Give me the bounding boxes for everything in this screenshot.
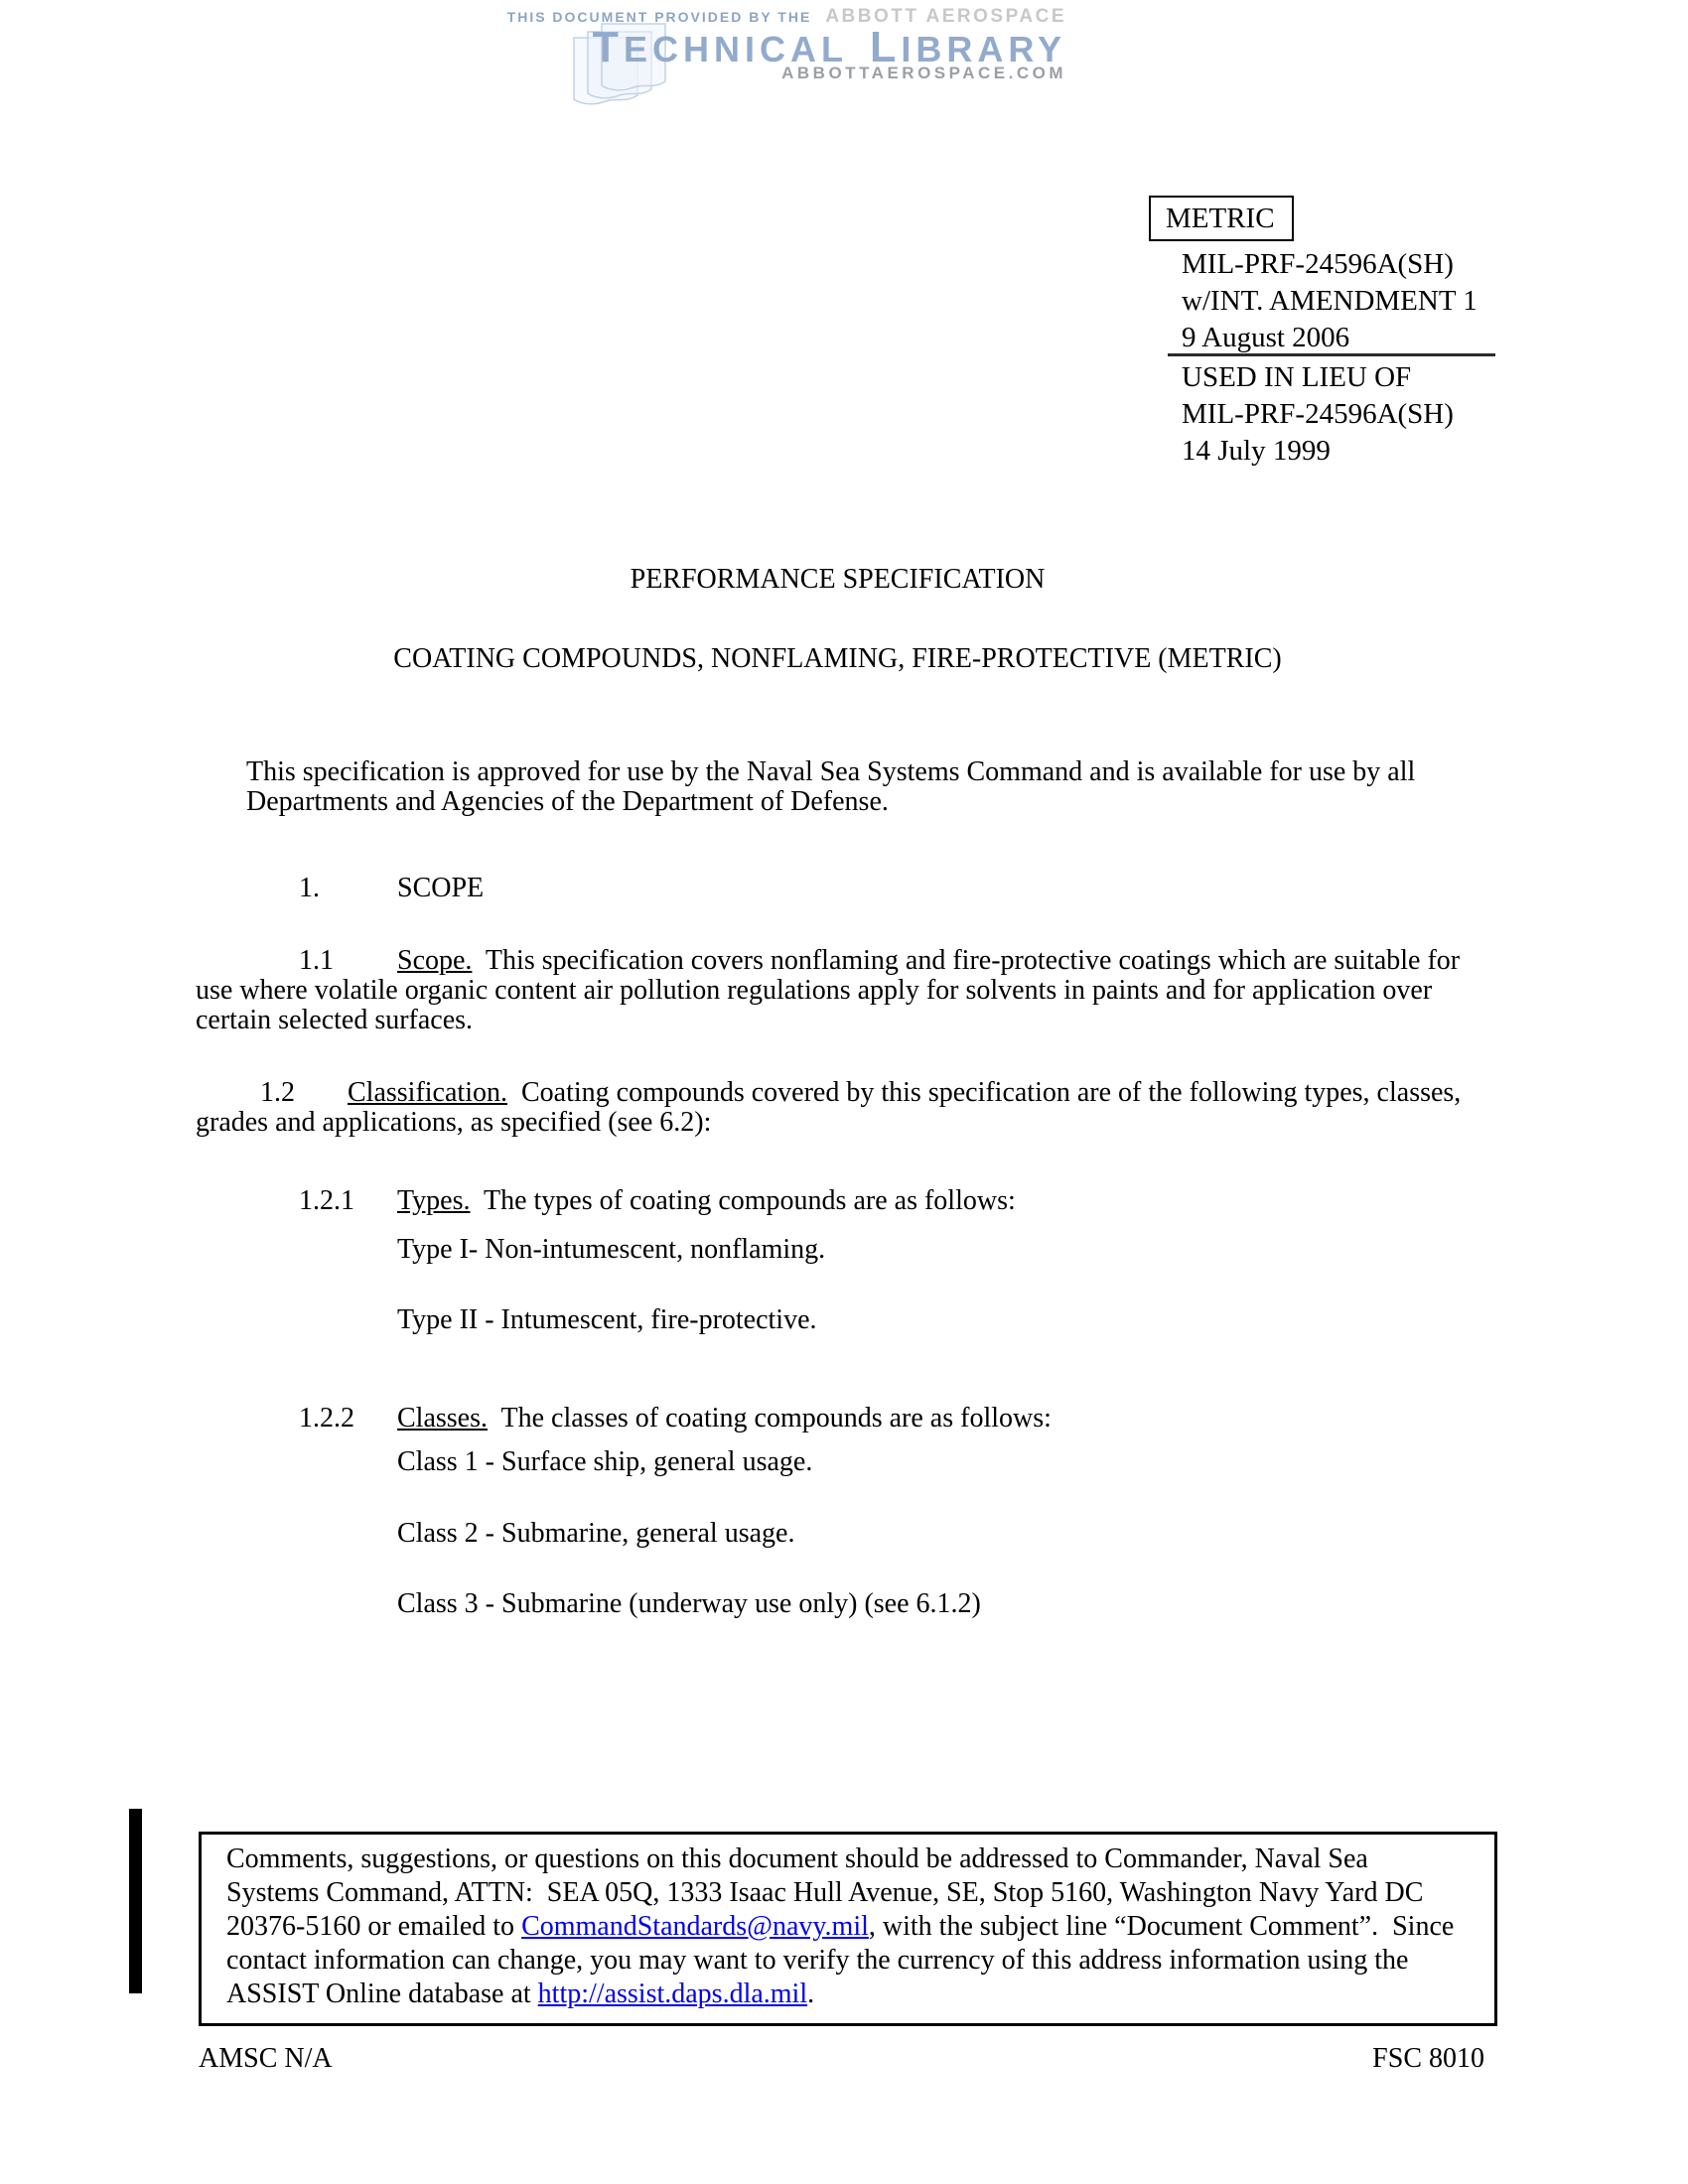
logo-title-word-2: LIBRARY	[869, 24, 1066, 71]
change-indicator-bar	[129, 1809, 142, 1993]
paragraph-1-1	[196, 946, 1479, 1035]
logo-brand-text: ABBOTT AEROSPACE	[825, 6, 1066, 27]
paragraph-1-1-number: 1.1	[299, 945, 334, 976]
logo-provided-by-text: THIS DOCUMENT PROVIDED BY THE	[506, 9, 812, 25]
class-1-item: Class 1 - Surface ship, general usage.	[397, 1446, 813, 1477]
paragraph-1-2-lead: Classification.	[348, 1077, 507, 1108]
paragraph-1-2-1-number: 1.2.1	[299, 1185, 354, 1216]
paragraph-1-2-2-text: The classes of coating compounds are as follows:	[488, 1403, 1052, 1433]
paragraph-1-1-text: This specification covers nonflaming and fire-protective coatings which are suitable for use where volatile organic content air pollution regulations apply for solvents in paints and for application over certain selected surfaces.	[196, 945, 1468, 1035]
paragraph-1-2-1-text: The types of coating compounds are as follows:	[470, 1185, 1016, 1216]
comments-box	[199, 1832, 1497, 2026]
type-1-item: Type I- Non-intumescent, nonflaming.	[397, 1234, 826, 1265]
paragraph-1-2-text: Coating compounds covered by this specification are of the following types, classes, grades and applications, as specified (see 6.2):	[196, 1077, 1469, 1138]
metric-label: METRIC	[1166, 203, 1275, 234]
document-date: 9 August 2006	[1182, 322, 1350, 353]
class-3-item: Class 3 - Submarine (underway use only) (see 6.1.2)	[397, 1588, 981, 1619]
technical-library-logo	[506, 0, 1072, 119]
paragraph-1-2	[196, 1078, 1479, 1138]
current-document-id-block	[1182, 246, 1477, 356]
paragraph-1-2-2-lead: Classes.	[397, 1403, 488, 1433]
comments-paragraph	[226, 1843, 1468, 2011]
paragraph-1-2-2-number: 1.2.2	[299, 1403, 354, 1433]
section-1-number: 1.	[299, 873, 320, 903]
approval-paragraph: This specification is approved for use by the Naval Sea Systems Command and is available for use by all Departments and Agencies of the Department of Defense.	[246, 756, 1423, 817]
superseded-document-date: 14 July 1999	[1182, 435, 1331, 467]
amsc-number: AMSC N/A	[199, 2043, 333, 2074]
logo-title-word-1: TECHNICAL	[592, 24, 848, 71]
paragraph-1-1-lead: Scope.	[397, 945, 473, 976]
superseded-document-block	[1182, 359, 1454, 470]
paragraph-1-2-2	[196, 1404, 1479, 1433]
header-divider-rule	[1168, 353, 1495, 356]
metric-designation-box	[1149, 196, 1294, 241]
spec-type-title: PERFORMANCE SPECIFICATION	[630, 564, 1046, 595]
command-standards-email-link[interactable]: CommandStandards@navy.mil	[521, 1911, 869, 1942]
document-amendment: w/INT. AMENDMENT 1	[1182, 285, 1477, 317]
document-id: MIL-PRF-24596A(SH)	[1182, 248, 1454, 280]
logo-website-text: ABBOTTAEROSPACE.COM	[781, 64, 1066, 82]
comments-text-part3: .	[807, 1979, 815, 2009]
superseded-document-id: MIL-PRF-24596A(SH)	[1182, 398, 1454, 430]
comments-text-part2: , with the subject line “Document Comment”. Since contact information can change, you may want to verify the currency of this address information using the ASSIST Online database at	[226, 1911, 1462, 2009]
assist-database-url-link[interactable]: http://assist.daps.dla.mil	[537, 1979, 808, 2009]
section-1-title: SCOPE	[397, 873, 485, 903]
paragraph-1-2-1-lead: Types.	[397, 1185, 471, 1216]
paragraph-1-2-1	[196, 1186, 1479, 1216]
section-1-heading	[196, 874, 1479, 903]
class-2-item: Class 2 - Submarine, general usage.	[397, 1518, 795, 1549]
comments-text-part1: Comments, suggestions, or questions on this document should be addressed to Commander, Naval Sea Systems Command, ATTN: SEA 05Q, 1333 Isaac Hull Avenue, SE, Stop 5160, Washington Navy Yard DC 20376-5160 or emailed to	[226, 1843, 1438, 1942]
spec-subject-title: COATING COMPOUNDS, NONFLAMING, FIRE-PROTECTIVE (METRIC)	[393, 643, 1282, 674]
type-2-item: Type II - Intumescent, fire-protective.	[397, 1304, 817, 1335]
fsc-number: FSC 8010	[1372, 2043, 1484, 2074]
used-in-lieu-label: USED IN LIEU OF	[1182, 361, 1412, 393]
paragraph-1-2-number: 1.2	[260, 1077, 295, 1108]
